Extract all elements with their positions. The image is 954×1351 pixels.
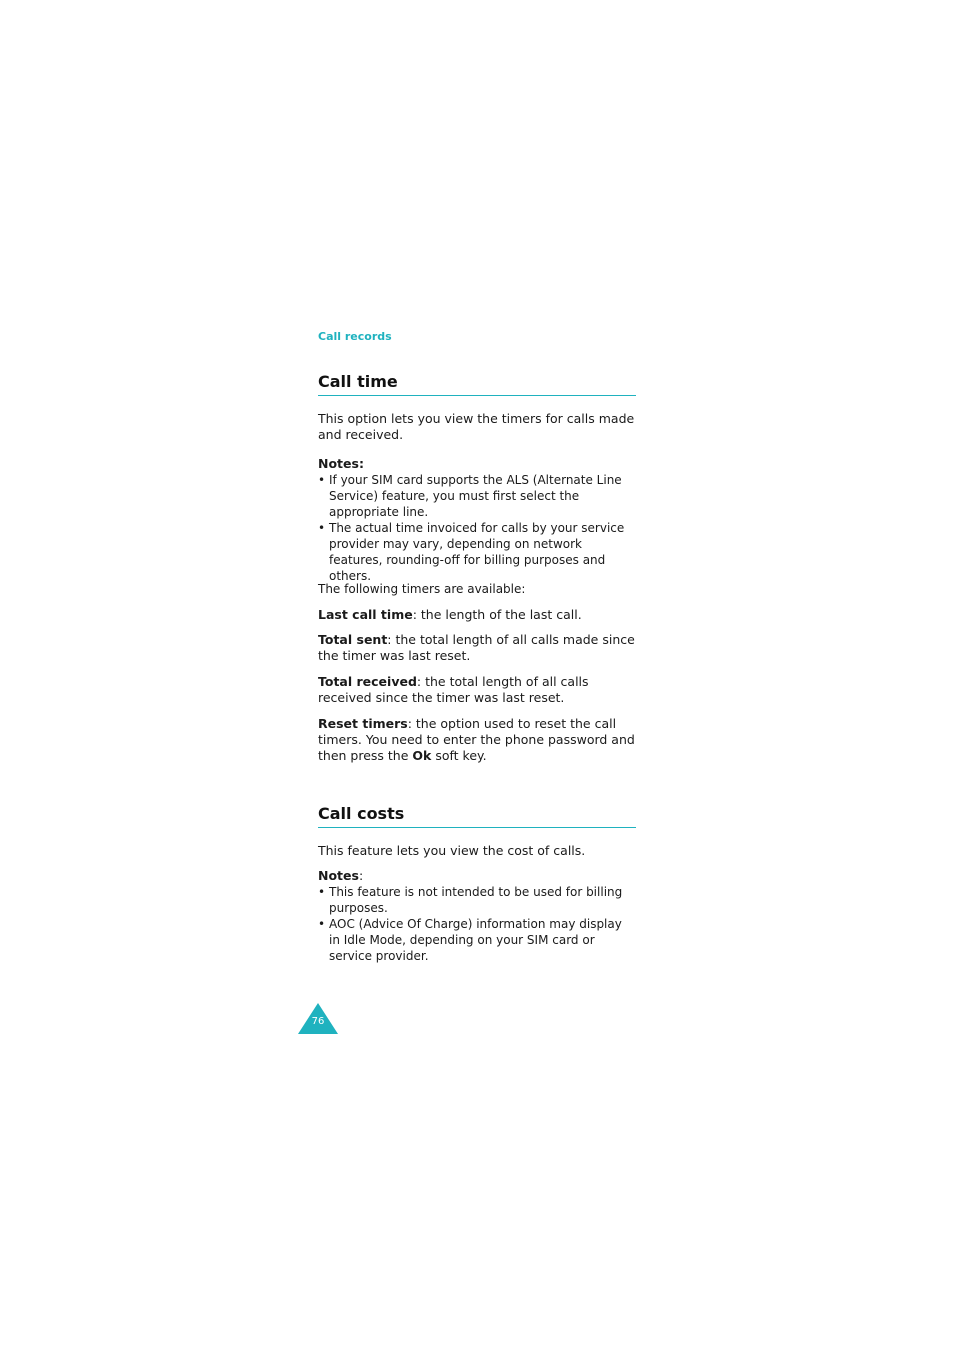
call-time-intro: This option lets you view the timers for calls made and received. <box>318 411 635 442</box>
timer-desc: : the length of the last call. <box>412 607 582 622</box>
timer-total-received <box>318 674 636 706</box>
timer-reset <box>318 716 636 764</box>
call-time-notes-list <box>318 472 636 584</box>
list-item: • The actual time invoiced for calls by your service provider may vary, depending on network features, rounding-off for billing purposes and others. <box>318 520 636 584</box>
list-item: • AOC (Advice Of Charge) information may display in Idle Mode, depending on your SIM card or service provider. <box>318 916 636 964</box>
list-item: • If your SIM card supports the ALS (Alternate Line Service) feature, you must first select the appropriate line. <box>318 472 636 520</box>
page-number-badge <box>298 1003 338 1035</box>
list-item: • This feature is not intended to be used for billing purposes. <box>318 884 636 916</box>
timer-last-call <box>318 607 636 623</box>
section-tag: Call records <box>318 330 392 343</box>
timer-term: Total sent <box>318 632 388 647</box>
call-costs-heading: Call costs <box>318 804 636 828</box>
call-time-notes-label: Notes: <box>318 456 364 471</box>
timer-total-sent <box>318 632 636 664</box>
call-costs-intro: This feature lets you view the cost of calls. <box>318 843 586 858</box>
call-costs-notes-label <box>318 868 363 883</box>
ok-key-label: Ok <box>412 748 432 763</box>
timers-intro: The following timers are available: <box>318 582 526 596</box>
timer-desc-end: soft key. <box>431 748 487 763</box>
notes-label-colon: : <box>358 868 364 883</box>
timer-desc: : the total length of all calls received since the timer was last reset. <box>318 674 589 705</box>
timer-term: Reset timers <box>318 716 408 731</box>
timer-desc: : the option used to reset the call timers. You need to enter the phone password and then press the <box>318 716 635 763</box>
call-time-heading: Call time <box>318 372 636 396</box>
page-number: 76 <box>311 1016 325 1027</box>
timer-term: Last call time <box>318 607 413 622</box>
notes-label-text: Notes <box>318 868 359 883</box>
call-costs-notes-list <box>318 884 636 964</box>
timer-term: Total received <box>318 674 417 689</box>
timer-desc: : the total length of all calls made since the timer was last reset. <box>318 632 635 663</box>
